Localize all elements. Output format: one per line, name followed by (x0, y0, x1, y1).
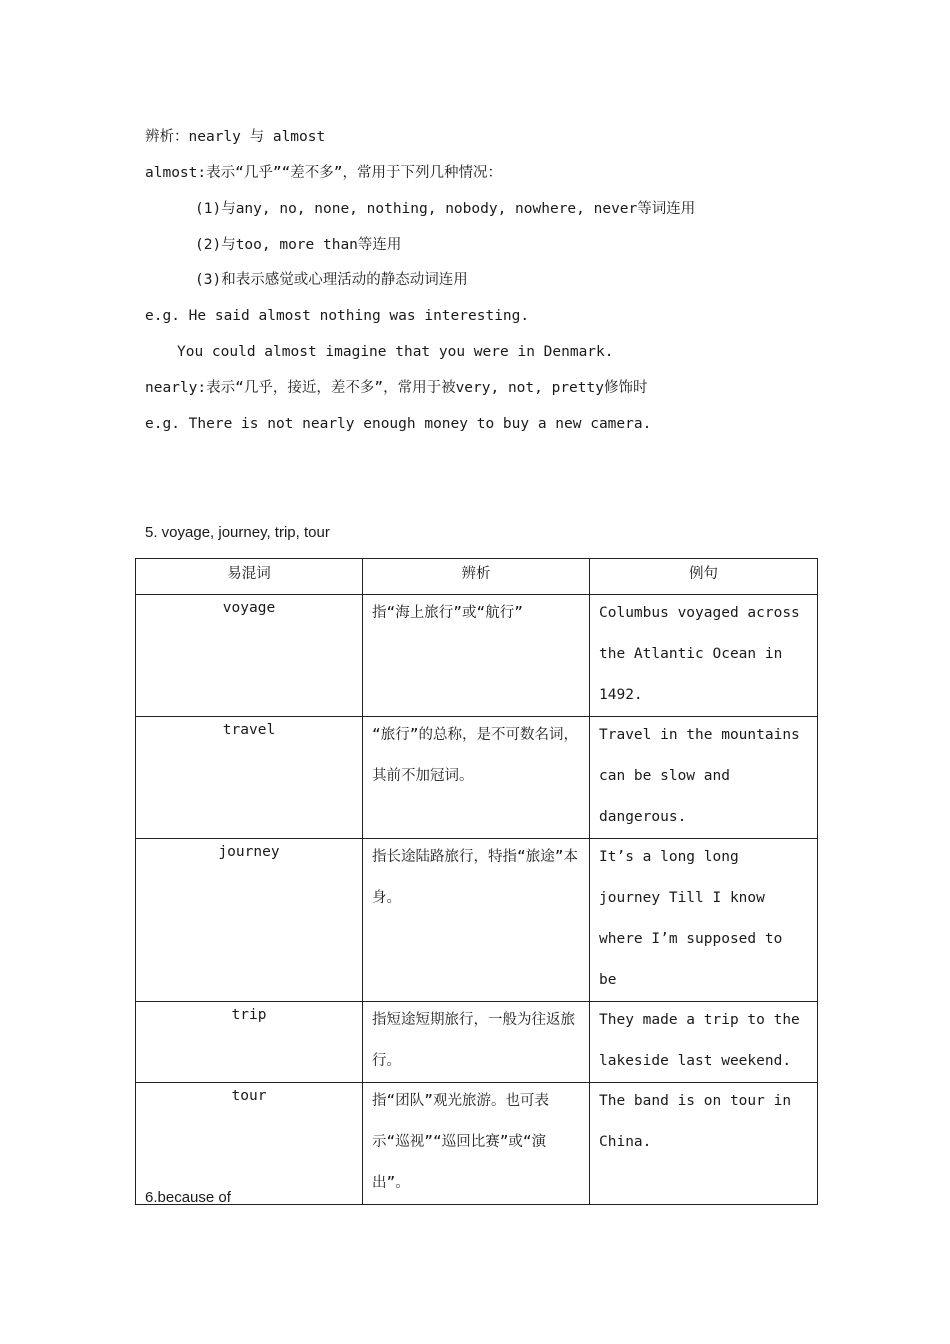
example-text: Columbus voyaged across the Atlantic Ocean in 1492. (599, 605, 800, 703)
almost-case-3: (3)和表示感觉或心理活动的静态动词连用 (195, 272, 468, 288)
section-heading-6: 6.because of (145, 1189, 231, 1206)
analysis-text: 指“海上旅行”或“航行” (372, 605, 523, 621)
header-cell-example: 例句 (590, 559, 818, 595)
table-row (136, 1083, 818, 1205)
section-heading-5: 5. voyage, journey, trip, tour (145, 524, 330, 541)
table-row (136, 717, 818, 839)
word-cell: journey (136, 839, 363, 1002)
example-text: The band is on tour in China. (599, 1093, 792, 1150)
header-cell-word: 易混词 (136, 559, 363, 595)
example-text: They made a trip to the lakeside last weekend. (599, 1012, 800, 1069)
example-cell (590, 595, 818, 717)
table-row (136, 839, 818, 1002)
example-cell (590, 839, 818, 1002)
nearly-example: e.g. There is not nearly enough money to buy a new camera. (145, 416, 652, 432)
nearly-definition: nearly:表示“几乎，接近，差不多”，常用于被very, not, pretty修饰时 (145, 380, 648, 396)
vocab-comparison-table (135, 558, 818, 1205)
example-cell (590, 717, 818, 839)
word-cell: trip (136, 1002, 363, 1083)
analysis-text: 指“团队”观光旅游。也可表示“巡视”“巡回比赛”或“演出”。 (372, 1093, 549, 1191)
header-cell-analysis: 辨析 (363, 559, 590, 595)
analysis-cell (363, 1083, 590, 1205)
analysis-cell (363, 717, 590, 839)
analysis-cell (363, 595, 590, 717)
table-header-row (136, 559, 818, 595)
almost-definition: almost:表示“几乎”“差不多”，常用于下列几种情况： (145, 165, 503, 181)
almost-case-2: (2)与too, more than等连用 (195, 237, 402, 253)
example-text: It’s a long long journey Till I know where I’m supposed to be (599, 849, 783, 988)
word-cell: tour (136, 1083, 363, 1205)
almost-example-2: You could almost imagine that you were in Denmark. (177, 344, 614, 360)
analysis-text: 指长途陆路旅行，特指“旅途”本身。 (372, 849, 578, 906)
analysis-cell (363, 839, 590, 1002)
almost-case-1: (1)与any, no, none, nothing, nobody, nowhere, never等词连用 (195, 201, 696, 217)
table-row (136, 1002, 818, 1083)
example-cell (590, 1083, 818, 1205)
almost-example-1: e.g. He said almost nothing was interesting. (145, 308, 530, 324)
table-row (136, 595, 818, 717)
example-text: Travel in the mountains can be slow and dangerous. (599, 727, 800, 825)
analysis-text: “旅行”的总称，是不可数名词，其前不加冠词。 (372, 727, 578, 784)
example-cell (590, 1002, 818, 1083)
section-heading-nearly-almost: 辨析：nearly 与 almost (145, 129, 326, 145)
word-cell: voyage (136, 595, 363, 717)
analysis-text: 指短途短期旅行，一般为往返旅行。 (372, 1012, 575, 1069)
word-cell: travel (136, 717, 363, 839)
analysis-cell (363, 1002, 590, 1083)
